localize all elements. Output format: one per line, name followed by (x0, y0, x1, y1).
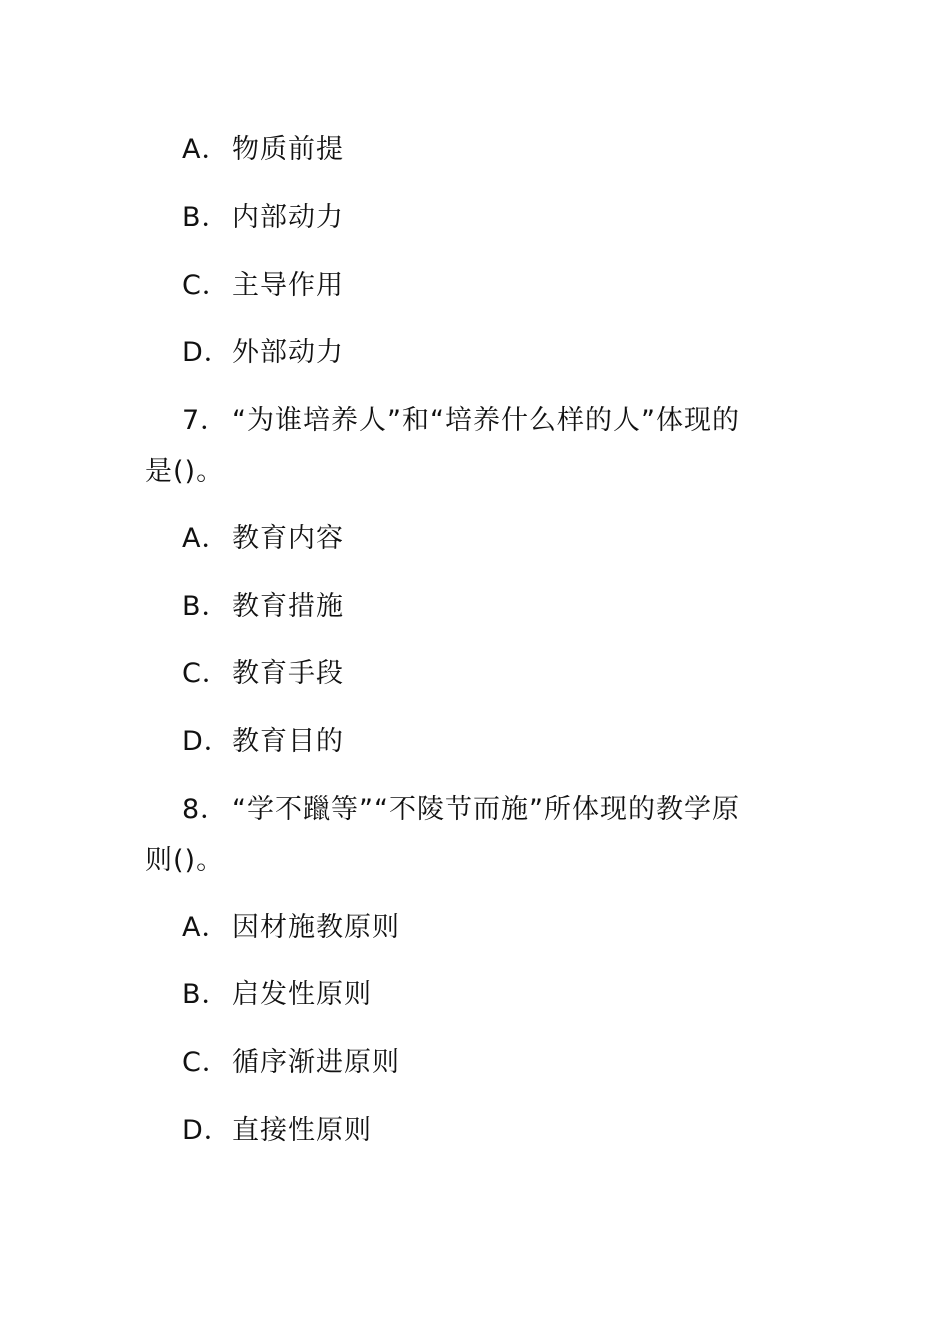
option-text: 启发性原则 (232, 979, 372, 1010)
question-text: “为谁培养人”和“培养什么样的人”体现的 (232, 405, 740, 436)
option-a (182, 522, 344, 556)
option-d (182, 336, 344, 370)
option-letter: B． (182, 591, 230, 622)
question-number: 7． (182, 405, 229, 436)
question-8-line-1 (182, 793, 740, 827)
option-letter: C． (182, 1047, 230, 1078)
option-letter: D． (182, 726, 232, 757)
option-b (182, 590, 344, 624)
option-letter: B． (182, 979, 230, 1010)
option-text: 外部动力 (232, 337, 344, 368)
option-text: 物质前提 (232, 134, 344, 165)
option-c (182, 269, 344, 303)
option-text: 内部动力 (232, 202, 344, 233)
question-8-line-2 (145, 844, 224, 878)
question-7-line-2 (145, 455, 224, 489)
option-text: 教育目的 (232, 726, 344, 757)
question-number: 8． (182, 794, 229, 825)
option-text: 因材施教原则 (232, 912, 400, 943)
option-b (182, 978, 372, 1012)
question-text: “学不躐等”“不陵节而施”所体现的教学原 (232, 794, 740, 825)
option-text: 教育内容 (232, 523, 344, 554)
option-letter: D． (182, 337, 232, 368)
option-text: 循序渐进原则 (232, 1047, 400, 1078)
option-letter: C． (182, 270, 230, 301)
option-letter: B． (182, 202, 230, 233)
option-c (182, 657, 344, 691)
option-text: 主导作用 (232, 270, 344, 301)
option-letter: A． (182, 912, 230, 943)
option-letter: D． (182, 1115, 232, 1146)
option-d (182, 725, 344, 759)
option-text: 直接性原则 (232, 1115, 372, 1146)
option-c (182, 1046, 400, 1080)
option-text: 教育手段 (232, 658, 344, 689)
option-a (182, 133, 344, 167)
option-text: 教育措施 (232, 591, 344, 622)
option-d (182, 1114, 372, 1148)
option-letter: A． (182, 134, 230, 165)
question-text-continued: 是()。 (145, 456, 225, 487)
option-b (182, 201, 344, 235)
option-letter: A． (182, 523, 230, 554)
option-a (182, 911, 400, 945)
question-text-continued: 则()。 (145, 845, 225, 876)
option-letter: C． (182, 658, 230, 689)
question-7-line-1 (182, 404, 740, 438)
